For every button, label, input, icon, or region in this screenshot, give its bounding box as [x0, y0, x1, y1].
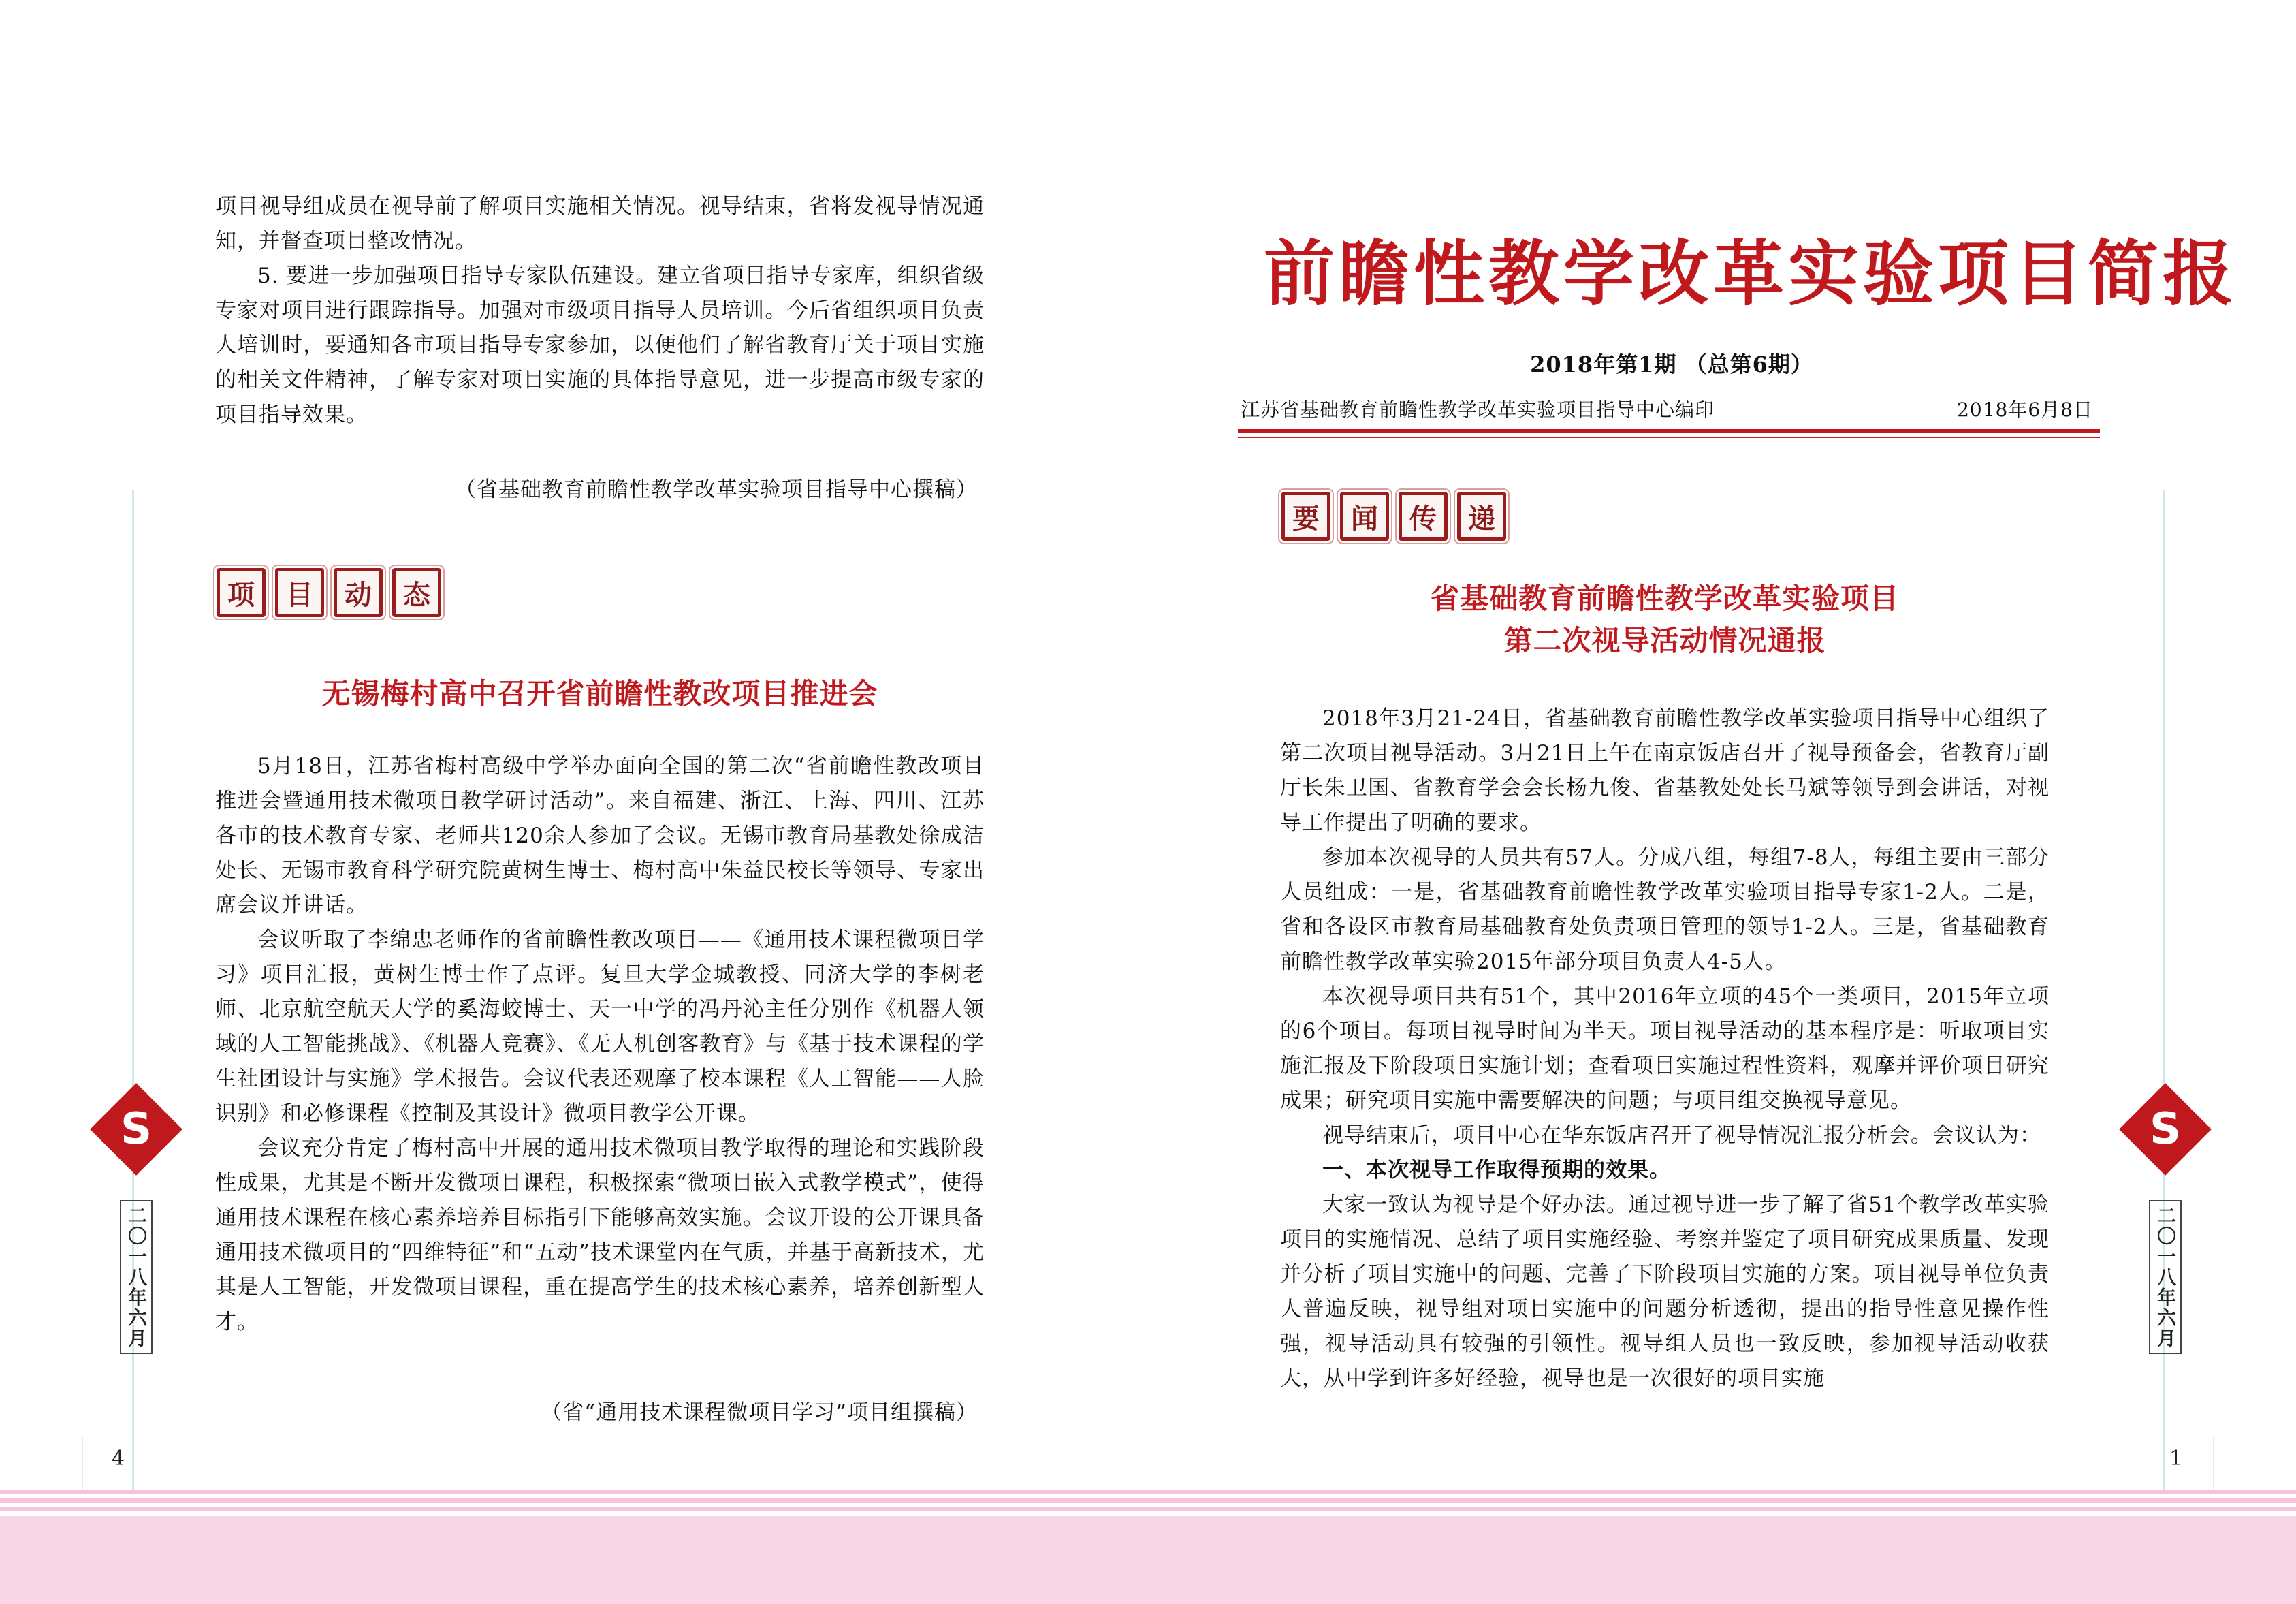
left-article-source: （省“通用技术课程微项目学习”项目组撰稿） [541, 1400, 978, 1425]
footer-stripe [0, 1490, 2296, 1494]
left-edge-rule-outer [82, 1437, 83, 1492]
masthead-title: 前瞻性教学改革实验项目简报 [1264, 232, 2238, 315]
stamp-char: 动 [334, 568, 383, 617]
right-page-number: 1 [2169, 1447, 2183, 1471]
right-article-paragraph: 视导结束后，项目中心在华东饭店召开了视导情况汇报分析会。会议认为： [1322, 1123, 2041, 1148]
stamp-char: 闻 [1340, 492, 1389, 541]
left-intro-paragraph: 5. 要进一步加强项目指导专家队伍建设。建立省项目指导专家库，组织省级专家对项目进行跟踪指导。加强对市级项目指导人员培训。今后省组织项目负责人培训时，要通知各市项目指导专家参加，以便他们了解省教育厅关于项目实施的相关文件精神，了解专家对项目实施的具体指导意见，进一步提高市级专家的项目指导效果。 [215, 264, 985, 427]
stamp-char: 目 [275, 568, 324, 617]
stamp-char: 态 [392, 568, 441, 617]
right-article-paragraph: 参加本次视导的人员共有57人。分成八组，每组7-8人，每组主要由三部分人员组成：一是，省基础教育前瞻性教学改革实验项目指导专家1-2人。二是，省和各设区市教育局基础教育处负责项目管理的领导1-2人。三是，省基础教育前瞻性教学改革实验2015年部分项目负责人4-5人。 [1280, 845, 2050, 974]
publication-date: 2018年6月8日 [1957, 398, 2093, 421]
masthead-rule [1238, 429, 2100, 433]
left-intro-source: （省基础教育前瞻性教学改革实验项目指导中心撰稿） [455, 477, 978, 502]
footer-band [0, 1516, 2296, 1604]
issue-line: 2018年第1期 （总第6期） [1530, 351, 1813, 377]
footer-stripe [0, 1507, 2296, 1511]
right-article-paragraph: 本次视导项目共有51个，其中2016年立项的45个一类项目，2015年立项的6个项目。每项目视导时间为半天。项目视导活动的基本程序是：听取项目实施汇报及下阶段项目实施计划；查看项目实施过程性资料，观摩并评价项目研究成果；研究项目实施中需要解决的问题；与项目组交换视导意见。 [1280, 984, 2050, 1113]
left-article-paragraph: 会议听取了李绵忠老师作的省前瞻性教改项目——《通用技术课程微项目学习》项目汇报，黄树生博士作了点评。复旦大学金城教授、同济大学的李树老师、北京航空航天大学的奚海蛟博士、天一中学的冯丹沁主任分别作《机器人领域的人工智能挑战》、《机器人竞赛》、《无人机创客教育》与《基于技术课程的学生社团设计与实施》学术报告。会议代表还观摩了校本课程《人工智能——人脸识别》和必修课程《控制及其设计》微项目教学公开课。 [215, 928, 985, 1126]
left-article-title: 无锡梅村高中召开省前瞻性教改项目推进会 [321, 677, 878, 710]
left-intro-paragraph: 项目视导组成员在视导前了解项目实施相关情况。视导结束，省将发视导情况通知，并督查项目整改情况。 [215, 194, 985, 253]
right-article-title-line: 第二次视导活动情况通报 [1503, 624, 1826, 657]
left-side-date: 二〇一八年六月 [120, 1200, 153, 1354]
left-article-paragraph: 会议充分肯定了梅村高中开展的通用技术微项目教学取得的理论和实践阶段性成果，尤其是不断开发微项目课程，积极探索“微项目嵌入式教学模式”，使得通用技术课程在核心素养培养目标指引下能够高效实施。会议开设的公开课具备通用技术微项目的“四维特征”和“五动”技术课堂内在气质，并基于高新技术，尤其是人工智能，开发微项目课程，重在提高学生的技术核心素养，培养创新型人才。 [215, 1136, 985, 1334]
right-article-paragraph: 2018年3月21-24日，省基础教育前瞻性教学改革实验项目指导中心组织了第二次项目视导活动。3月21日上午在南京饭店召开了视导预备会，省教育厅副厅长朱卫国、省教育学会会长杨九俊、省基教处处长马斌等领导到会讲话，对视导工作提出了明确的要求。 [1280, 706, 2050, 835]
right-edge-rule-outer [2213, 1437, 2214, 1492]
right-logo-emblem: S [2119, 1083, 2212, 1176]
right-article-title-line: 省基础教育前瞻性教学改革实验项目 [1430, 582, 1899, 615]
left-page-number: 4 [112, 1447, 125, 1471]
section-stamps-project-news [217, 568, 441, 617]
right-article-paragraph: 大家一致认为视导是个好办法。通过视导进一步了解了省51个教学改革实验项目的实施情况、总结了项目实施经验、考察并鉴定了项目研究成果质量、发现并分析了项目实施中的问题、完善了下阶段项目实施的方案。项目视导单位负责人普遍反映，视导组对项目实施中的问题分析透彻，提出的指导性意见操作性强，视导活动具有较强的引领性。视导组人员也一致反映，参加视导活动收获大，从中学到许多好经验，视导也是一次很好的项目实施 [1280, 1193, 2050, 1391]
stamp-char: 要 [1281, 492, 1330, 541]
right-article-body [1280, 702, 2050, 1396]
right-side-date: 二〇一八年六月 [2149, 1200, 2182, 1354]
left-article-paragraph: 5月18日，江苏省梅村高级中学举办面向全国的第二次“省前瞻性教改项目推进会暨通用技术微项目教学研讨活动”。来自福建、浙江、上海、四川、江苏各市的技术教育专家、老师共120余人参加了会议。无锡市教育局基教处徐成洁处长、无锡市教育科学研究院黄树生博士、梅村高中朱益民校长等领导、专家出席会议并讲话。 [215, 754, 985, 917]
masthead-rule-thin [1238, 437, 2100, 438]
left-article-body [215, 749, 985, 1340]
stamp-char: 传 [1399, 492, 1448, 541]
stamp-char: 递 [1457, 492, 1506, 541]
right-article-heading: 一、本次视导工作取得预期的效果。 [1322, 1158, 1671, 1182]
left-logo-emblem: S [90, 1083, 182, 1176]
left-intro-text [215, 189, 985, 433]
right-article-title [1280, 578, 2050, 662]
stamp-char: 项 [217, 568, 266, 617]
footer-stripe [0, 1498, 2296, 1503]
section-stamps-news [1281, 492, 1506, 541]
publisher-line: 江苏省基础教育前瞻性教学改革实验项目指导中心编印 [1241, 398, 1715, 421]
